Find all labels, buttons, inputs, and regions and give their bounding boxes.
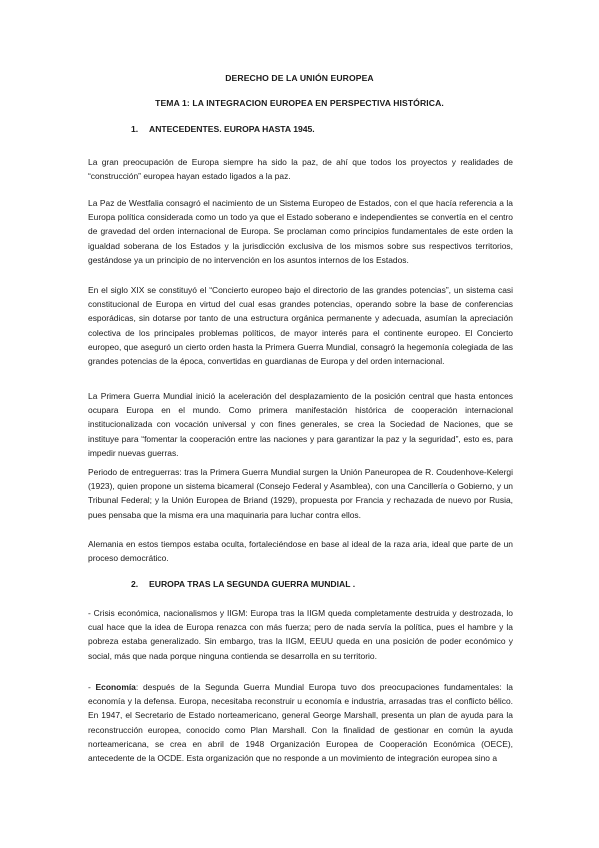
section-title: EUROPA TRAS LA SEGUNDA GUERRA MUNDIAL . xyxy=(149,579,356,589)
section-title: ANTECEDENTES. EUROPA HASTA 1945. xyxy=(149,124,315,134)
document-subtitle: TEMA 1: LA INTEGRACION EUROPEA EN PERSPECTIVA HISTÓRICA. xyxy=(155,98,444,108)
bullet-prefix: - xyxy=(88,682,96,692)
section-number: 1. xyxy=(131,124,139,134)
paragraph: La gran preocupación de Europa siempre ha sido la paz, de ahí que todos los proyectos y realidades de “construcción” europea hayan estado ligados a la paz. xyxy=(88,157,513,182)
economy-text: : después de la Segunda Guerra Mundial Europa tuvo dos preocupaciones fundamentales: la economía y la defensa. Europa, necesitaba reconstruir u economía e industria, arrasadas tras el conflicto bélico. En 1947, el Secretario de Estado norteamericano, general George Marshall, presenta un plan de ayuda para la reconstrucción europea, conocido como Plan Marshall. Con la finalidad de gestionar en común la ayuda norteamericana, se crea en abril de 1948 Organización Europea de Cooperación Económica (OECE), antecedente de la OCDE. Esta organización que no responde a un movimiento de integración europea sino a xyxy=(88,682,514,764)
section-heading-2 xyxy=(131,579,355,589)
paragraph: La Paz de Westfalia consagró el nacimiento de un Sistema Europeo de Estados, con el que hacía referencia a la Europa política considerada como un todo ya que el Estado soberano e independientes se convertía en el centro de gravedad del orden internacional de Europa. Se proclaman como principios fundamentales de este orden la igualdad soberana de los Estados y la jurisdicción exclusiva de los mismos sobre sus respectivos territorios, gestándose ya un principio de no intervención en los asuntos internos de los Estados. xyxy=(88,198,513,265)
paragraph: La Primera Guerra Mundial inició la aceleración del desplazamiento de la posición central que hasta entonces ocupara Europa en el mundo. Como primera manifestación histórica de cooperación internacional institucionalizada con vocación universal y con fines generales, se crea la Sociedad de Naciones, que se instituye para “fomentar la cooperación entre las naciones y para garantizar la paz y la seguridad”, esto es, para impedir nuevas guerras. xyxy=(88,391,513,458)
paragraph: Periodo de entreguerras: tras la Primera Guerra Mundial surgen la Unión Paneuropea de R. Coudenhove-Kelergi (1923), quien propone un sistema bicameral (Consejo Federal y Asamblea), con una Cancillería o Gobierno, y un Tribunal Federal; y la Unión Europea de Briand (1929), propuesta por Francia y rechazada de nuevo por Rusia, pues pensaba que la misma era una maquinaria para luchar contra ellos. xyxy=(88,467,513,520)
economy-label: Economía xyxy=(95,682,136,692)
paragraph: En el siglo XIX se constituyó el “Concierto europeo bajo el directorio de las grandes potencias”, un sistema casi constitucional de Europa en virtud del cual esas grandes potencias, operando sobre la base de conferencias esporádicas, sin dotarse por tanto de una estructura orgánica permanente y adecuada, asumían la apreciación colectiva de los principales problemas políticos, de mayor interés para el continente europeo. El Concierto europeo, que aseguró un cierto orden hasta la Primera Guerra Mundial, consagró la hegemonía colegiada de las grandes potencias de la época, convertidas en guardianas de Europa y del orden internacional. xyxy=(88,285,513,367)
document-title: DERECHO DE LA UNIÓN EUROPEA xyxy=(225,73,374,83)
section-heading-1 xyxy=(131,124,315,134)
paragraph: - Crisis económica, nacionalismos y IIGM: Europa tras la IIGM queda completamente destruida y destrozada, lo cual hace que la idea de Europa renazca con más fuerza; pero de nada servía la política, pues el hambre y la pobreza estaba generalizado. Sin embargo, tras la IIGM, EEUU queda en una posición de poder económico y social, más que nada porque ninguna contienda se desarrolla en su territorio. xyxy=(88,608,513,661)
section-number: 2. xyxy=(131,579,139,589)
paragraph-economy xyxy=(88,680,513,765)
paragraph: Alemania en estos tiempos estaba oculta, fortaleciéndose en base al ideal de la raza aria, ideal que parte de un proceso democrático. xyxy=(88,539,513,564)
